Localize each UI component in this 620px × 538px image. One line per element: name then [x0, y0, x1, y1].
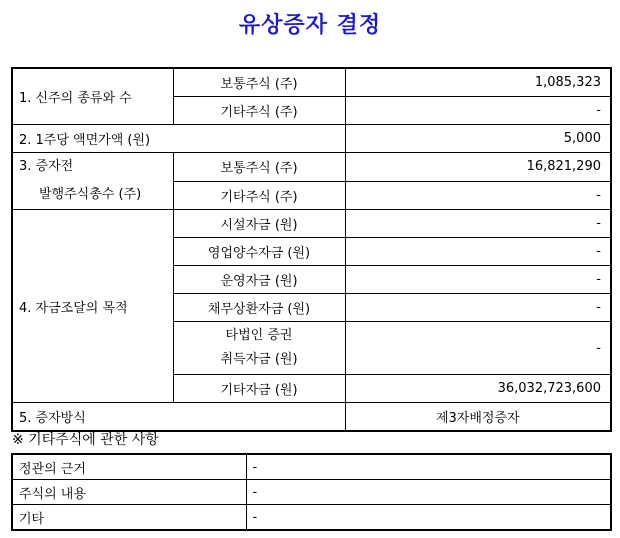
- common-shares-label: 보통주식 (주): [173, 68, 345, 97]
- table-row: [12, 125, 611, 153]
- funding-purpose-label: 4. 자금조달의 목적: [12, 210, 173, 403]
- etc-label: 기타: [12, 505, 246, 531]
- table-row: [12, 505, 611, 531]
- issuance-method-value: 제3자배정증자: [345, 403, 611, 432]
- table-row: [12, 480, 611, 505]
- pre-issue-label-line2: 발행주식총수 (주): [39, 187, 142, 202]
- other-shares-label: 기타주식 (주): [173, 97, 345, 125]
- table-row: [12, 454, 611, 480]
- operating-fund-label: 운영자금 (원): [173, 266, 345, 294]
- articles-basis-value: -: [246, 454, 611, 480]
- operating-fund-value: -: [345, 266, 611, 294]
- facility-fund-label: 시설자금 (원): [173, 210, 345, 238]
- page-title: 유상증자 결정: [238, 13, 382, 38]
- table-row: [12, 68, 611, 97]
- etc-value: -: [246, 505, 611, 531]
- pre-other-shares-value: -: [345, 181, 611, 210]
- share-content-label: 주식의 내용: [12, 480, 246, 505]
- pre-issue-shares-label: [12, 153, 173, 210]
- common-shares-value: 1,085,323: [345, 68, 611, 97]
- share-content-value: -: [246, 480, 611, 505]
- table-row: [12, 403, 611, 432]
- other-shares-value: -: [345, 97, 611, 125]
- pre-common-shares-value: 16,821,290: [345, 153, 611, 182]
- other-shares-table: [11, 453, 612, 531]
- table-row: [12, 210, 611, 238]
- new-shares-label: 1. 신주의 종류와 수: [12, 68, 173, 125]
- other-shares-note: ※ 기타주식에 관한 사항: [12, 432, 159, 448]
- securities-acquisition-fund-label: [173, 322, 345, 375]
- securities-acquisition-line1: 타법인 증권: [225, 328, 293, 343]
- facility-fund-value: -: [345, 210, 611, 238]
- articles-basis-label: 정관의 근거: [12, 454, 246, 480]
- other-fund-label: 기타자금 (원): [173, 375, 345, 403]
- pre-common-shares-label: 보통주식 (주): [173, 153, 345, 182]
- business-acquisition-fund-label: 영업양수자금 (원): [173, 238, 345, 266]
- pre-issue-label-line1: 3. 증자전: [19, 159, 74, 174]
- issuance-method-label: 5. 증자방식: [12, 403, 345, 432]
- other-fund-value: 36,032,723,600: [345, 375, 611, 403]
- table-row: [12, 153, 611, 182]
- pre-other-shares-label: 기타주식 (주): [173, 181, 345, 210]
- business-acquisition-fund-value: -: [345, 238, 611, 266]
- par-value-value: 5,000: [345, 125, 611, 153]
- debt-repayment-fund-value: -: [345, 294, 611, 322]
- par-value-label: 2. 1주당 액면가액 (원): [12, 125, 345, 153]
- securities-acquisition-line2: 취득자금 (원): [220, 352, 298, 367]
- securities-acquisition-fund-value: -: [345, 322, 611, 375]
- debt-repayment-fund-label: 채무상환자금 (원): [173, 294, 345, 322]
- capital-increase-table: [11, 67, 612, 432]
